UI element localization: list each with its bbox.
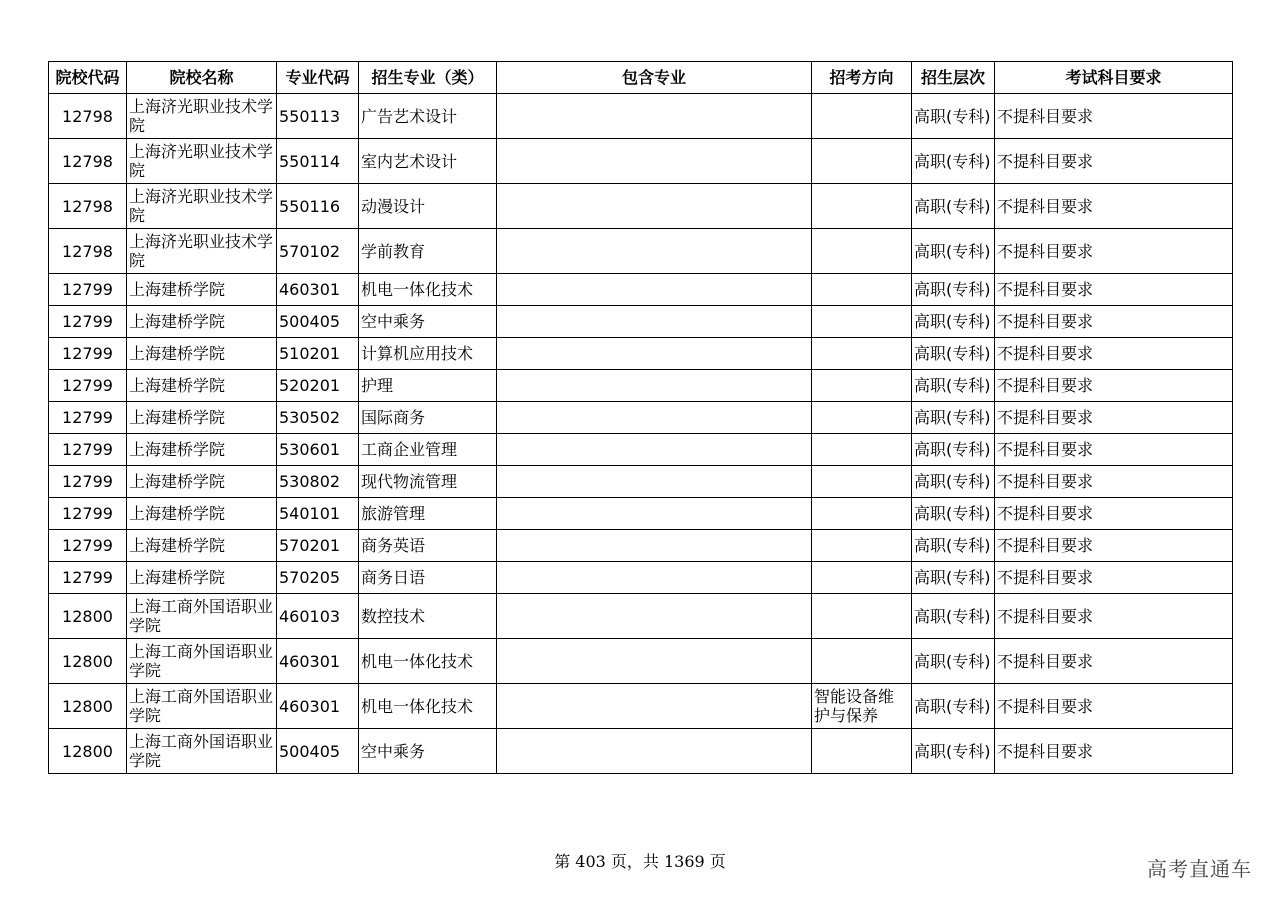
page-number: 第 403 页，共 1369 页 [554,852,726,871]
cell-school-code: 12800 [49,729,127,774]
cell-school-name: 上海济光职业技术学院 [127,229,277,274]
cell-major-code: 500405 [277,306,359,338]
cell-school-code: 12798 [49,229,127,274]
cell-direction [812,229,912,274]
cell-requirement: 不提科目要求 [995,139,1233,184]
cell-requirement: 不提科目要求 [995,338,1233,370]
cell-level: 高职(专科) [912,184,995,229]
cell-major: 机电一体化技术 [359,639,497,684]
cell-direction: 智能设备维护与保养 [812,684,912,729]
cell-requirement: 不提科目要求 [995,729,1233,774]
cell-level: 高职(专科) [912,498,995,530]
cell-major: 机电一体化技术 [359,274,497,306]
cell-major-code: 530802 [277,466,359,498]
cell-level: 高职(专科) [912,684,995,729]
cell-includes [497,229,812,274]
cell-school-name: 上海工商外国语职业学院 [127,594,277,639]
cell-requirement: 不提科目要求 [995,639,1233,684]
cell-major-code: 570102 [277,229,359,274]
cell-includes [497,466,812,498]
cell-school-code: 12799 [49,466,127,498]
admissions-table [48,61,1233,774]
cell-includes [497,139,812,184]
cell-includes [497,434,812,466]
header-includes: 包含专业 [497,62,812,94]
cell-level: 高职(专科) [912,639,995,684]
table-row [49,370,1233,402]
cell-direction [812,139,912,184]
table-row [49,684,1233,729]
cell-requirement: 不提科目要求 [995,402,1233,434]
cell-major: 商务日语 [359,562,497,594]
cell-school-code: 12799 [49,306,127,338]
cell-level: 高职(专科) [912,338,995,370]
table-row [49,594,1233,639]
table-row [49,466,1233,498]
cell-major-code: 530601 [277,434,359,466]
table-row [49,639,1233,684]
cell-major-code: 540101 [277,498,359,530]
header-school-code: 院校代码 [49,62,127,94]
cell-level: 高职(专科) [912,306,995,338]
table-header-row [49,62,1233,94]
cell-school-name: 上海建桥学院 [127,338,277,370]
cell-direction [812,402,912,434]
cell-major-code: 530502 [277,402,359,434]
cell-includes [497,274,812,306]
cell-requirement: 不提科目要求 [995,184,1233,229]
cell-school-code: 12799 [49,338,127,370]
cell-school-name: 上海建桥学院 [127,562,277,594]
cell-major: 广告艺术设计 [359,94,497,139]
cell-major: 护理 [359,370,497,402]
cell-school-code: 12799 [49,370,127,402]
cell-requirement: 不提科目要求 [995,94,1233,139]
table-row [49,306,1233,338]
cell-level: 高职(专科) [912,139,995,184]
cell-direction [812,338,912,370]
header-school-name: 院校名称 [127,62,277,94]
header-requirement: 考试科目要求 [995,62,1233,94]
cell-requirement: 不提科目要求 [995,594,1233,639]
cell-level: 高职(专科) [912,402,995,434]
cell-direction [812,466,912,498]
table-row [49,498,1233,530]
cell-direction [812,94,912,139]
cell-major: 空中乘务 [359,306,497,338]
cell-direction [812,184,912,229]
cell-major: 现代物流管理 [359,466,497,498]
cell-direction [812,729,912,774]
cell-school-name: 上海建桥学院 [127,466,277,498]
cell-school-name: 上海建桥学院 [127,402,277,434]
cell-school-code: 12800 [49,594,127,639]
cell-major-code: 520201 [277,370,359,402]
cell-includes [497,306,812,338]
cell-level: 高职(专科) [912,729,995,774]
cell-level: 高职(专科) [912,274,995,306]
table-row [49,274,1233,306]
cell-requirement: 不提科目要求 [995,466,1233,498]
table-row [49,729,1233,774]
cell-school-code: 12799 [49,498,127,530]
cell-major-code: 460301 [277,684,359,729]
header-direction: 招考方向 [812,62,912,94]
cell-includes [497,498,812,530]
cell-major: 计算机应用技术 [359,338,497,370]
header-major: 招生专业（类） [359,62,497,94]
cell-school-name: 上海建桥学院 [127,274,277,306]
cell-level: 高职(专科) [912,434,995,466]
cell-requirement: 不提科目要求 [995,274,1233,306]
table-row [49,139,1233,184]
cell-includes [497,338,812,370]
cell-includes [497,684,812,729]
cell-school-name: 上海济光职业技术学院 [127,94,277,139]
cell-direction [812,562,912,594]
cell-level: 高职(专科) [912,530,995,562]
cell-major-code: 500405 [277,729,359,774]
cell-includes [497,530,812,562]
table-row [49,229,1233,274]
cell-major-code: 550113 [277,94,359,139]
cell-requirement: 不提科目要求 [995,370,1233,402]
cell-school-code: 12799 [49,402,127,434]
cell-school-name: 上海工商外国语职业学院 [127,684,277,729]
cell-direction [812,306,912,338]
cell-school-name: 上海济光职业技术学院 [127,139,277,184]
cell-includes [497,402,812,434]
cell-major: 国际商务 [359,402,497,434]
cell-school-name: 上海工商外国语职业学院 [127,639,277,684]
cell-school-code: 12800 [49,639,127,684]
cell-includes [497,94,812,139]
cell-direction [812,498,912,530]
cell-requirement: 不提科目要求 [995,498,1233,530]
cell-includes [497,370,812,402]
table-row [49,434,1233,466]
cell-includes [497,639,812,684]
cell-major-code: 570201 [277,530,359,562]
cell-major: 机电一体化技术 [359,684,497,729]
cell-requirement: 不提科目要求 [995,562,1233,594]
cell-direction [812,530,912,562]
cell-school-code: 12799 [49,530,127,562]
table-row [49,530,1233,562]
cell-major-code: 510201 [277,338,359,370]
cell-major: 学前教育 [359,229,497,274]
table-row [49,338,1233,370]
cell-school-code: 12799 [49,562,127,594]
cell-includes [497,562,812,594]
cell-level: 高职(专科) [912,229,995,274]
cell-major: 旅游管理 [359,498,497,530]
cell-school-name: 上海建桥学院 [127,370,277,402]
cell-level: 高职(专科) [912,594,995,639]
cell-school-name: 上海建桥学院 [127,498,277,530]
cell-major-code: 550114 [277,139,359,184]
cell-requirement: 不提科目要求 [995,229,1233,274]
cell-school-code: 12798 [49,94,127,139]
cell-level: 高职(专科) [912,562,995,594]
table-row [49,94,1233,139]
cell-major-code: 460301 [277,274,359,306]
header-level: 招生层次 [912,62,995,94]
cell-school-code: 12798 [49,139,127,184]
cell-includes [497,594,812,639]
cell-major: 工商企业管理 [359,434,497,466]
cell-direction [812,274,912,306]
cell-includes [497,184,812,229]
table-body [49,94,1233,774]
cell-major-code: 460301 [277,639,359,684]
cell-major-code: 460103 [277,594,359,639]
cell-level: 高职(专科) [912,466,995,498]
cell-school-name: 上海建桥学院 [127,530,277,562]
table-row [49,562,1233,594]
table-row [49,402,1233,434]
cell-requirement: 不提科目要求 [995,306,1233,338]
cell-school-name: 上海建桥学院 [127,434,277,466]
cell-major: 动漫设计 [359,184,497,229]
cell-major: 室内艺术设计 [359,139,497,184]
cell-school-code: 12799 [49,274,127,306]
cell-direction [812,594,912,639]
cell-school-code: 12798 [49,184,127,229]
cell-school-code: 12799 [49,434,127,466]
cell-level: 高职(专科) [912,94,995,139]
cell-requirement: 不提科目要求 [995,684,1233,729]
cell-school-name: 上海济光职业技术学院 [127,184,277,229]
cell-major: 数控技术 [359,594,497,639]
cell-level: 高职(专科) [912,370,995,402]
watermark-logo: 高考直通车 [1147,857,1252,881]
cell-school-name: 上海建桥学院 [127,306,277,338]
cell-major-code: 570205 [277,562,359,594]
cell-direction [812,434,912,466]
table-row [49,184,1233,229]
cell-major-code: 550116 [277,184,359,229]
cell-direction [812,370,912,402]
cell-school-name: 上海工商外国语职业学院 [127,729,277,774]
cell-requirement: 不提科目要求 [995,530,1233,562]
cell-school-code: 12800 [49,684,127,729]
cell-major: 商务英语 [359,530,497,562]
cell-requirement: 不提科目要求 [995,434,1233,466]
cell-major: 空中乘务 [359,729,497,774]
cell-direction [812,639,912,684]
header-major-code: 专业代码 [277,62,359,94]
cell-includes [497,729,812,774]
